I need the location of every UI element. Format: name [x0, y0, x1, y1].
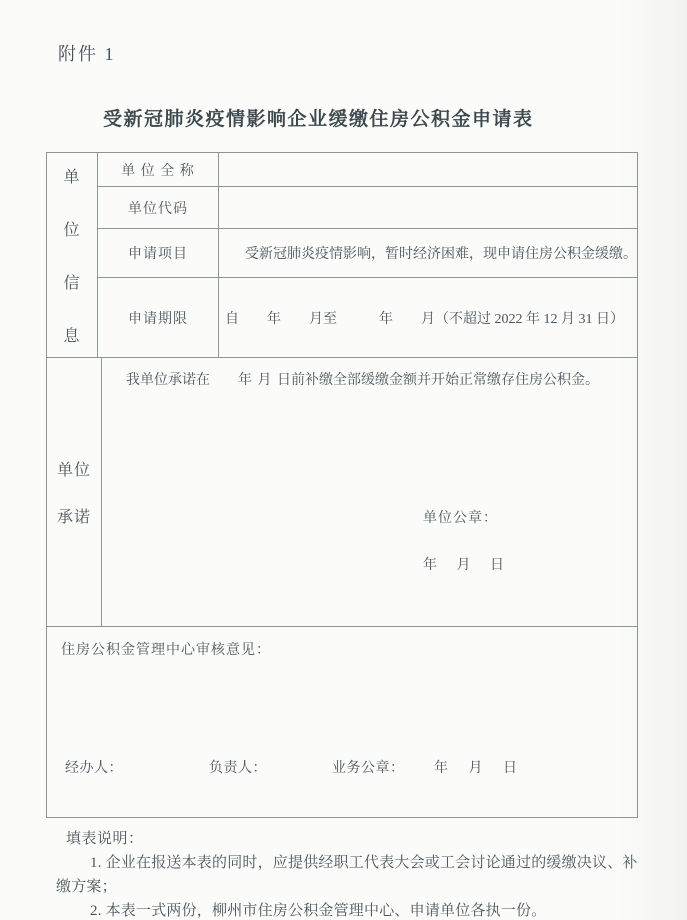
notes-heading: 填表说明： [66, 831, 144, 847]
commitment-date-label: 年 月 日 [423, 558, 504, 573]
commitment-cell [102, 358, 637, 626]
section-commitment [47, 358, 637, 627]
commitment-statement: 我单位承诺在 年 月 日前补缴全部缓缴金额并开始正常缴存住房公积金。 [126, 373, 599, 388]
commitment-side-label [47, 358, 102, 626]
note-item: 2. 本表一式两份，柳州市住房公积金管理中心、申请单位各执一份。 [90, 903, 547, 919]
attachment-label: 附件 1 [58, 44, 116, 64]
manager-label: 负责人： [209, 761, 267, 776]
side-line: 单位 [56, 462, 91, 479]
form-title: 受新冠肺炎疫情影响企业缓缴住房公积金申请表 [103, 109, 534, 130]
notes [56, 827, 640, 920]
field-label-unit-code: 单位代码 [98, 187, 219, 228]
side-line: 承诺 [56, 509, 91, 526]
side-char: 单 [63, 169, 81, 186]
field-value-unit-code [219, 187, 637, 228]
field-value-application-period: 自 年 月至 年 月（不超过 2022 年 12 月 31 日） [225, 311, 624, 327]
unit-seal-label: 单位公章： [423, 511, 498, 526]
row-application-item [98, 229, 637, 278]
section-review [47, 627, 637, 817]
field-value-application-item: 受新冠肺炎疫情影响，暂时经济困难，现申请住房公积金缓缴。 [245, 247, 637, 262]
field-label-unit-name: 单 位 全 称 [98, 153, 219, 186]
handler-label: 经办人： [65, 761, 123, 776]
unit-info-side-label [47, 153, 98, 357]
note-item: 1. 企业在报送本表的同时，应提供经职工代表大会或工会讨论通过的缓缴决议、补缴方案； [56, 855, 638, 895]
side-char: 位 [63, 222, 81, 239]
review-title: 住房公积金管理中心审核意见： [61, 643, 271, 658]
field-value-unit-name [219, 153, 637, 186]
side-char: 息 [63, 328, 81, 345]
section-unit-info [47, 153, 637, 358]
row-unit-name [98, 153, 637, 187]
side-char: 信 [63, 275, 81, 292]
unit-info-rows [98, 153, 637, 357]
business-seal-label: 业务公章： [332, 761, 405, 776]
row-application-period [98, 278, 637, 357]
review-date-label: 年 月 日 [434, 761, 518, 776]
field-label-application-period: 申请期限 [98, 278, 219, 357]
row-unit-code [98, 187, 637, 229]
field-label-application-item: 申请项目 [98, 229, 219, 277]
application-form-table [46, 152, 638, 818]
